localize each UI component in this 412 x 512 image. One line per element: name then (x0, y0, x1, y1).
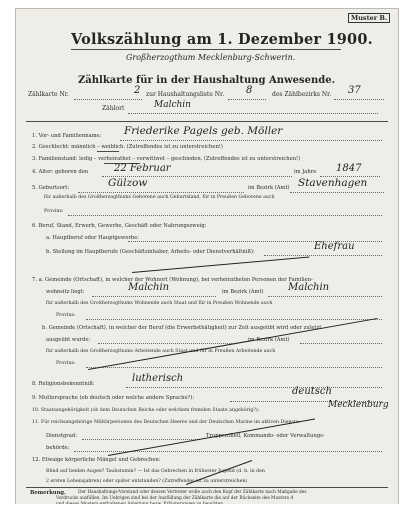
q7a-district: Malchin (288, 282, 330, 293)
q12-line2: Blind auf beiden Augen? Taubstumm? — Ist das Gebrechen in frühester Jugend (d. h. in den (46, 469, 265, 474)
q1-value: Friederike Pagels geb. Möller (124, 125, 283, 137)
q7a-line2: wohnsitz liegt: (46, 289, 85, 295)
q11-behoerde: behörde: (46, 445, 70, 451)
form-subtitle: Großherzogthum Mecklenburg-Schwerin. (126, 53, 296, 62)
q7b-line4: Provinz: (56, 361, 76, 366)
household-list-value: 8 (246, 85, 253, 96)
q11-truppe: Truppentheil, Kommando- oder Verwaltungs- (206, 433, 325, 439)
q6-crossout-stroke (132, 256, 309, 273)
q7b-mid-label: im Bezirk (Amt) (248, 337, 290, 343)
q7a-line1: 7. a. Gemeinde (Ortschaft), in welcher der Wohnort (Wohnung), bei verheiratheten Personen der Familien- (32, 277, 313, 283)
q4-day: 22 Februar (114, 163, 171, 174)
q5-district: Stavenhagen (298, 177, 368, 189)
q2-underline (97, 151, 119, 152)
q7a-value: Malchin (128, 282, 170, 293)
district-number-value: 37 (348, 85, 361, 96)
q11-label: 11. Für reichsangehörige Militärpersonen des Deutschen Heeres und der Deutschen Marine im aktiven Dienste: (32, 420, 301, 425)
q11-dienstgrad: Dienstgrad: (46, 433, 77, 439)
q10-value: Mecklenburg (328, 400, 389, 410)
q6-b-value: Ehefrau (314, 241, 355, 252)
q7b-line3: für außerhalb des Großherzogthums Arbeitende auch Staat und für in Preußen Arbeitende auch (46, 349, 276, 354)
q6-b-label: b. Stellung im Hauptberufe (Geschäftsinhaber, Arbeits- oder Dienstverhältniß): (46, 249, 255, 255)
zaehlort-value: Malchin (154, 100, 191, 110)
q6-a-label: a. Hauptberuf oder Hauptgewerbe: (46, 235, 140, 241)
q4-year-label: im Jahre (294, 169, 317, 175)
form-heading: Zählkarte für in der Haushaltung Anwesende. (78, 75, 336, 86)
title-underline (71, 49, 341, 50)
q5-label: 5. Geburtsort: (32, 185, 70, 191)
remark-text-1: Der Haushaltungs-Vorstand oder dessen Vertreter wolle auch den Kopf der Zählkarte nach Maßgabe des (78, 490, 307, 495)
q10-label: 10. Staatsangehörigkeit (ob dem Deutschen Reiche oder welchem fremden Staate angehörig?): (32, 408, 260, 413)
remark-text-3: und dieses Musters enthaltenen Anleitung bezw. Erläuterungen zu beachten. (56, 502, 225, 507)
q3-label: 3. Familienstand: ledig – verheirathet – verwittwet – geschieden. (Zutreffendes ist zu unterstreichen!) (32, 156, 301, 162)
q4-label: 4. Alter: geboren den (32, 169, 89, 175)
q7a-mid-label: im Bezirk (Amt) (222, 289, 264, 295)
form-model-label: Muster B. (348, 13, 390, 23)
q5-value: Gülzow (108, 177, 148, 189)
card-number-value: 2 (134, 85, 141, 96)
q7a-line3: für außerhalb des Großherzogthums Wohnende auch Staat und für in Preußen Wohnende auch (46, 301, 273, 306)
q7b-line2: ausgeübt wurde: (46, 337, 91, 343)
q9-label: 9. Muttersprache (ob deutsch oder welche andere Sprache?): (32, 395, 195, 401)
form-title: Volkszählung am 1. Dezember 1900. (71, 31, 373, 48)
district-number-label: des Zählbezirks Nr. (272, 91, 332, 98)
zaehlort-label: Zählort (102, 105, 125, 112)
q5-district-label: im Bezirk (Amt) (248, 185, 290, 191)
q8-label: 8. Religionsbekenntniß: (32, 381, 95, 387)
q12-line3: 2 ersten Lebensjahren) oder später entstanden? (Zutreffendes ist zu unterstreichen) (46, 479, 248, 484)
q9-value: deutsch (292, 386, 332, 397)
q4-year: 1847 (336, 163, 362, 174)
remark-text-2: Vordrucks ausfüllen. Im Uebrigen sind bei der Ausfüllung der Zählkarte die auf der Rückseite des Musters A (56, 496, 294, 501)
q1-label: 1. Vor- und Familienname: (32, 133, 102, 139)
q12-label: 12. Etwaige körperliche Mängel und Gebrechen: (32, 457, 161, 463)
q5-provinz: Provinz: (44, 209, 64, 214)
card-number-label: Zählkarte Nr. (28, 91, 69, 98)
household-list-label: zur Haushaltungsliste Nr. (146, 91, 225, 98)
q8-value: lutherisch (132, 373, 184, 384)
remark-label: Bemerkung. (30, 490, 66, 496)
q7b-line1: b. Gemeinde (Ortschaft), in welcher der Beruf (die Erwerbsthätigkeit) zur Zeit ausgeübt wird oder zuletzt (42, 325, 322, 331)
census-card (15, 8, 399, 510)
q7a-line4: Provinz: (56, 313, 76, 318)
q2-label: 2. Geschlecht: männlich – weiblich. (Zutreffendes ist zu unterstreichen!) (32, 144, 223, 150)
q6-label: 6. Beruf, Stand, Erwerb, Gewerbe, Geschäft oder Nahrungszweig: (32, 223, 207, 229)
q5-note: für außerhalb des Großherzogthums Geborene auch Geburtsland, für in Preußen Geborene auch (44, 195, 275, 200)
